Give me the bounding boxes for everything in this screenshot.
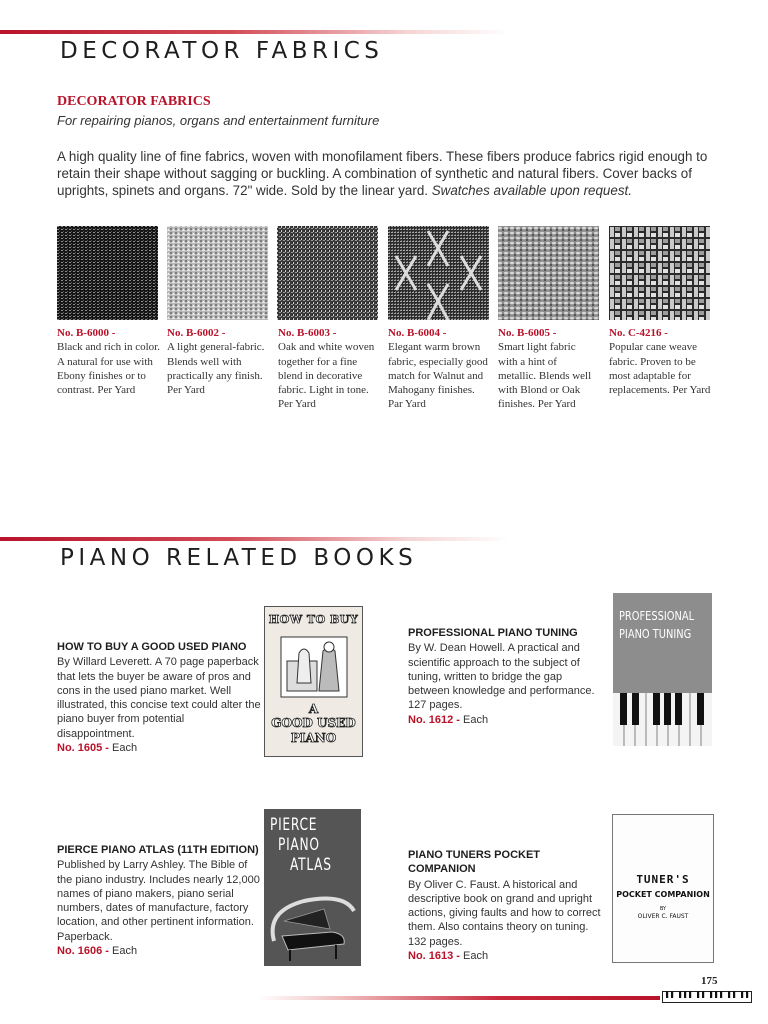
book-number: No. 1605 -: [57, 742, 109, 755]
cover-by: BY: [659, 906, 667, 912]
book-tuners-companion: [408, 848, 606, 963]
book-text: By Oliver C. Faust. A historical and descriptive book on grand and upright actions, giving faults and how to correct them. Also contains theory on tuning. 132 pages.: [408, 878, 601, 948]
cover-title-top: HOW TO BUY: [268, 613, 359, 626]
swatch-b6000: [57, 226, 158, 320]
cover-title-professional: PROFESSIONAL: [619, 609, 695, 623]
books-accent-bar: [0, 537, 510, 541]
book-number: No. 1613 -: [408, 950, 460, 963]
cover-pierce-atlas: [264, 809, 361, 966]
book-title: PIANO TUNERS POCKET COMPANION: [408, 849, 541, 876]
book-unit: Each: [112, 945, 138, 958]
fabrics-title: DECORATOR FABRICS: [57, 94, 211, 109]
cover-title-a: A: [308, 702, 319, 716]
footer-accent-bar: [258, 996, 660, 1000]
cover-grand-piano: [264, 881, 361, 966]
cover-title-piano-tuning: PIANO TUNING: [619, 627, 692, 641]
fabrics-description-text: A high quality line of fine fabrics, woven with monofilament fibers. These fibers produce fabrics rigid enough to retain their shape without sagging or buckling. A combination of synthetic and natural fibers. Cover backs of uprights, spinets and organs. 72" wide. Sold by the linear yard.: [57, 149, 708, 198]
swatch-b6003: [277, 226, 378, 320]
book-text: By W. Dean Howell. A practical and scientific approach to the subject of tuning, written to bridge the gap between knowledge and performance. 127 pages.: [408, 642, 595, 712]
cover-title-piano: PIANO: [278, 835, 320, 855]
top-accent-bar: [0, 30, 510, 34]
cover-used-piano: [264, 606, 363, 757]
book-number: No. 1612 -: [408, 713, 460, 726]
swatch-b6005: [498, 226, 599, 320]
book-unit: Each: [112, 742, 138, 755]
fabric-caption-b6002: [167, 326, 271, 397]
fabrics-section-heading: DECORATOR FABRICS: [60, 38, 384, 64]
book-used-piano: [57, 640, 262, 755]
cover-author: OLIVER C. FAUST: [637, 913, 689, 920]
book-text: By Willard Leverett. A 70 page paperback that lets the buyer be aware of pros and cons in the used piano market. Well illustrated, this concise text could alter the piano buyer from potential disappointment.: [57, 656, 261, 740]
fabric-text: Black and rich in color. A natural for use with Ebony finishes or to contrast. Per Yard: [57, 341, 160, 397]
book-pierce-atlas: [57, 843, 262, 958]
book-unit: Each: [463, 950, 489, 963]
swatch-b6002: [167, 226, 268, 320]
cover-title-atlas: ATLAS: [290, 855, 332, 875]
fabric-text: A light general-fabric. Blends well with practically any finish. Per Yard: [167, 341, 265, 397]
fabric-caption-b6005: [498, 326, 593, 412]
fabric-text: Elegant warm brown fabric, especially good match for Walnut and Mahogany finishes. Par Yard: [388, 341, 488, 411]
swatch-b6004: [388, 226, 489, 320]
book-professional-tuning: [408, 626, 603, 727]
fabric-code: No. B-6005 -: [498, 327, 557, 339]
fabrics-description-italic: Swatches available upon request.: [431, 183, 632, 198]
book-title: PROFESSIONAL PIANO TUNING: [408, 627, 578, 639]
book-title: HOW TO BUY A GOOD USED PIANO: [57, 641, 247, 653]
cover-piano-keys: [613, 693, 712, 746]
footer-keyboard-icon: [662, 991, 752, 1003]
fabric-text: Oak and white woven together for a fine blend in decorative fabric. Light in tone. Per Yard: [278, 341, 375, 411]
fabric-code: No. B-6003 -: [278, 327, 337, 339]
page-number: 175: [701, 975, 718, 987]
book-unit: Each: [463, 713, 489, 726]
fabric-text: Popular cane weave fabric. Proven to be most adaptable for replacements. Per Yard: [609, 341, 711, 397]
cover-illustration: [279, 631, 349, 701]
fabric-caption-b6004: [388, 326, 492, 412]
fabric-code: No. B-6004 -: [388, 327, 447, 339]
fabric-caption-c4216: [609, 326, 719, 397]
books-section-heading: PIANO RELATED BOOKS: [60, 545, 418, 571]
fabrics-subtitle: For repairing pianos, organs and entertainment furniture: [57, 113, 380, 128]
book-text: Published by Larry Ashley. The Bible of the piano industry. Includes nearly 12,000 names of piano makers, piano serial numbers, dates of manufacture, factory location, and other pertinent information. Paperback.: [57, 859, 260, 943]
cover-professional-tuning: [613, 593, 712, 746]
cover-title-pierce: PIERCE: [270, 815, 318, 835]
cover-title-good-used: GOOD USED: [271, 716, 356, 730]
cover-title-piano: PIANO: [290, 731, 337, 745]
swatch-c4216: [609, 226, 710, 320]
book-title: PIERCE PIANO ATLAS (11TH EDITION): [57, 844, 259, 856]
cover-title-pocket: POCKET COMPANION: [616, 890, 710, 899]
book-number: No. 1606 -: [57, 945, 109, 958]
cover-title-tuners: TUNER'S: [636, 873, 690, 886]
fabric-caption-b6000: [57, 326, 161, 397]
fabric-code: No. B-6002 -: [167, 327, 226, 339]
fabric-caption-b6003: [278, 326, 376, 412]
fabric-code: No. C-4216 -: [609, 327, 668, 339]
cover-tuners-companion: [612, 814, 714, 963]
fabric-code: No. B-6000 -: [57, 327, 116, 339]
fabrics-description: [57, 148, 717, 199]
fabric-text: Smart light fabric with a hint of metallic. Blends well with Blond or Oak finishes. Per Yard: [498, 341, 592, 411]
